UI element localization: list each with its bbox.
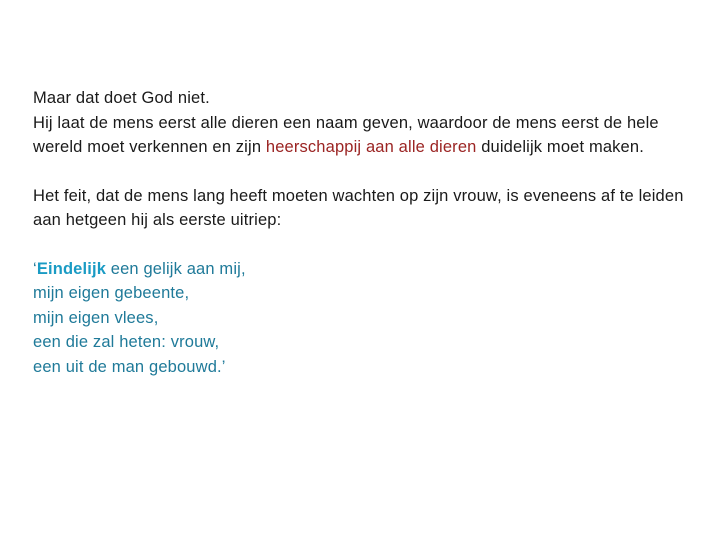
slide-text-body — [33, 86, 693, 379]
highlight-dominion: heerschappij aan alle dieren — [265, 138, 477, 156]
poem-open-quote: ‘ — [33, 259, 37, 278]
poem-line-3: mijn eigen vlees, — [33, 308, 159, 327]
paragraph-intro — [33, 86, 693, 160]
intro-line-1: Maar dat doet God niet. — [33, 89, 210, 107]
poem-line-4: een die zal heten: vrouw, — [33, 333, 220, 351]
poem-line-5: een uit de man gebouwd.’ — [33, 357, 226, 376]
poem-line-1: een gelijk aan mij, — [106, 259, 246, 278]
intro-line-2-start: Hij laat de mens eerst alle dieren een naam geven, waardoor de mens eerst de hele wereld moet verkennen en zijn — [33, 113, 659, 156]
paragraph-waiting: Het feit, dat de mens lang heeft moeten wachten op zijn vrouw, is eveneens af te leiden aan hetgeen hij als eerste uitriep: — [33, 186, 684, 229]
paragraph-spacer — [33, 233, 693, 257]
poem-first-word: Eindelijk — [36, 259, 107, 278]
paragraph-spacer — [33, 160, 693, 184]
intro-line-2-end: duidelijk moet maken. — [476, 138, 644, 156]
poem-line-2: mijn eigen gebeente, — [33, 284, 190, 302]
poem-quote — [33, 257, 693, 380]
